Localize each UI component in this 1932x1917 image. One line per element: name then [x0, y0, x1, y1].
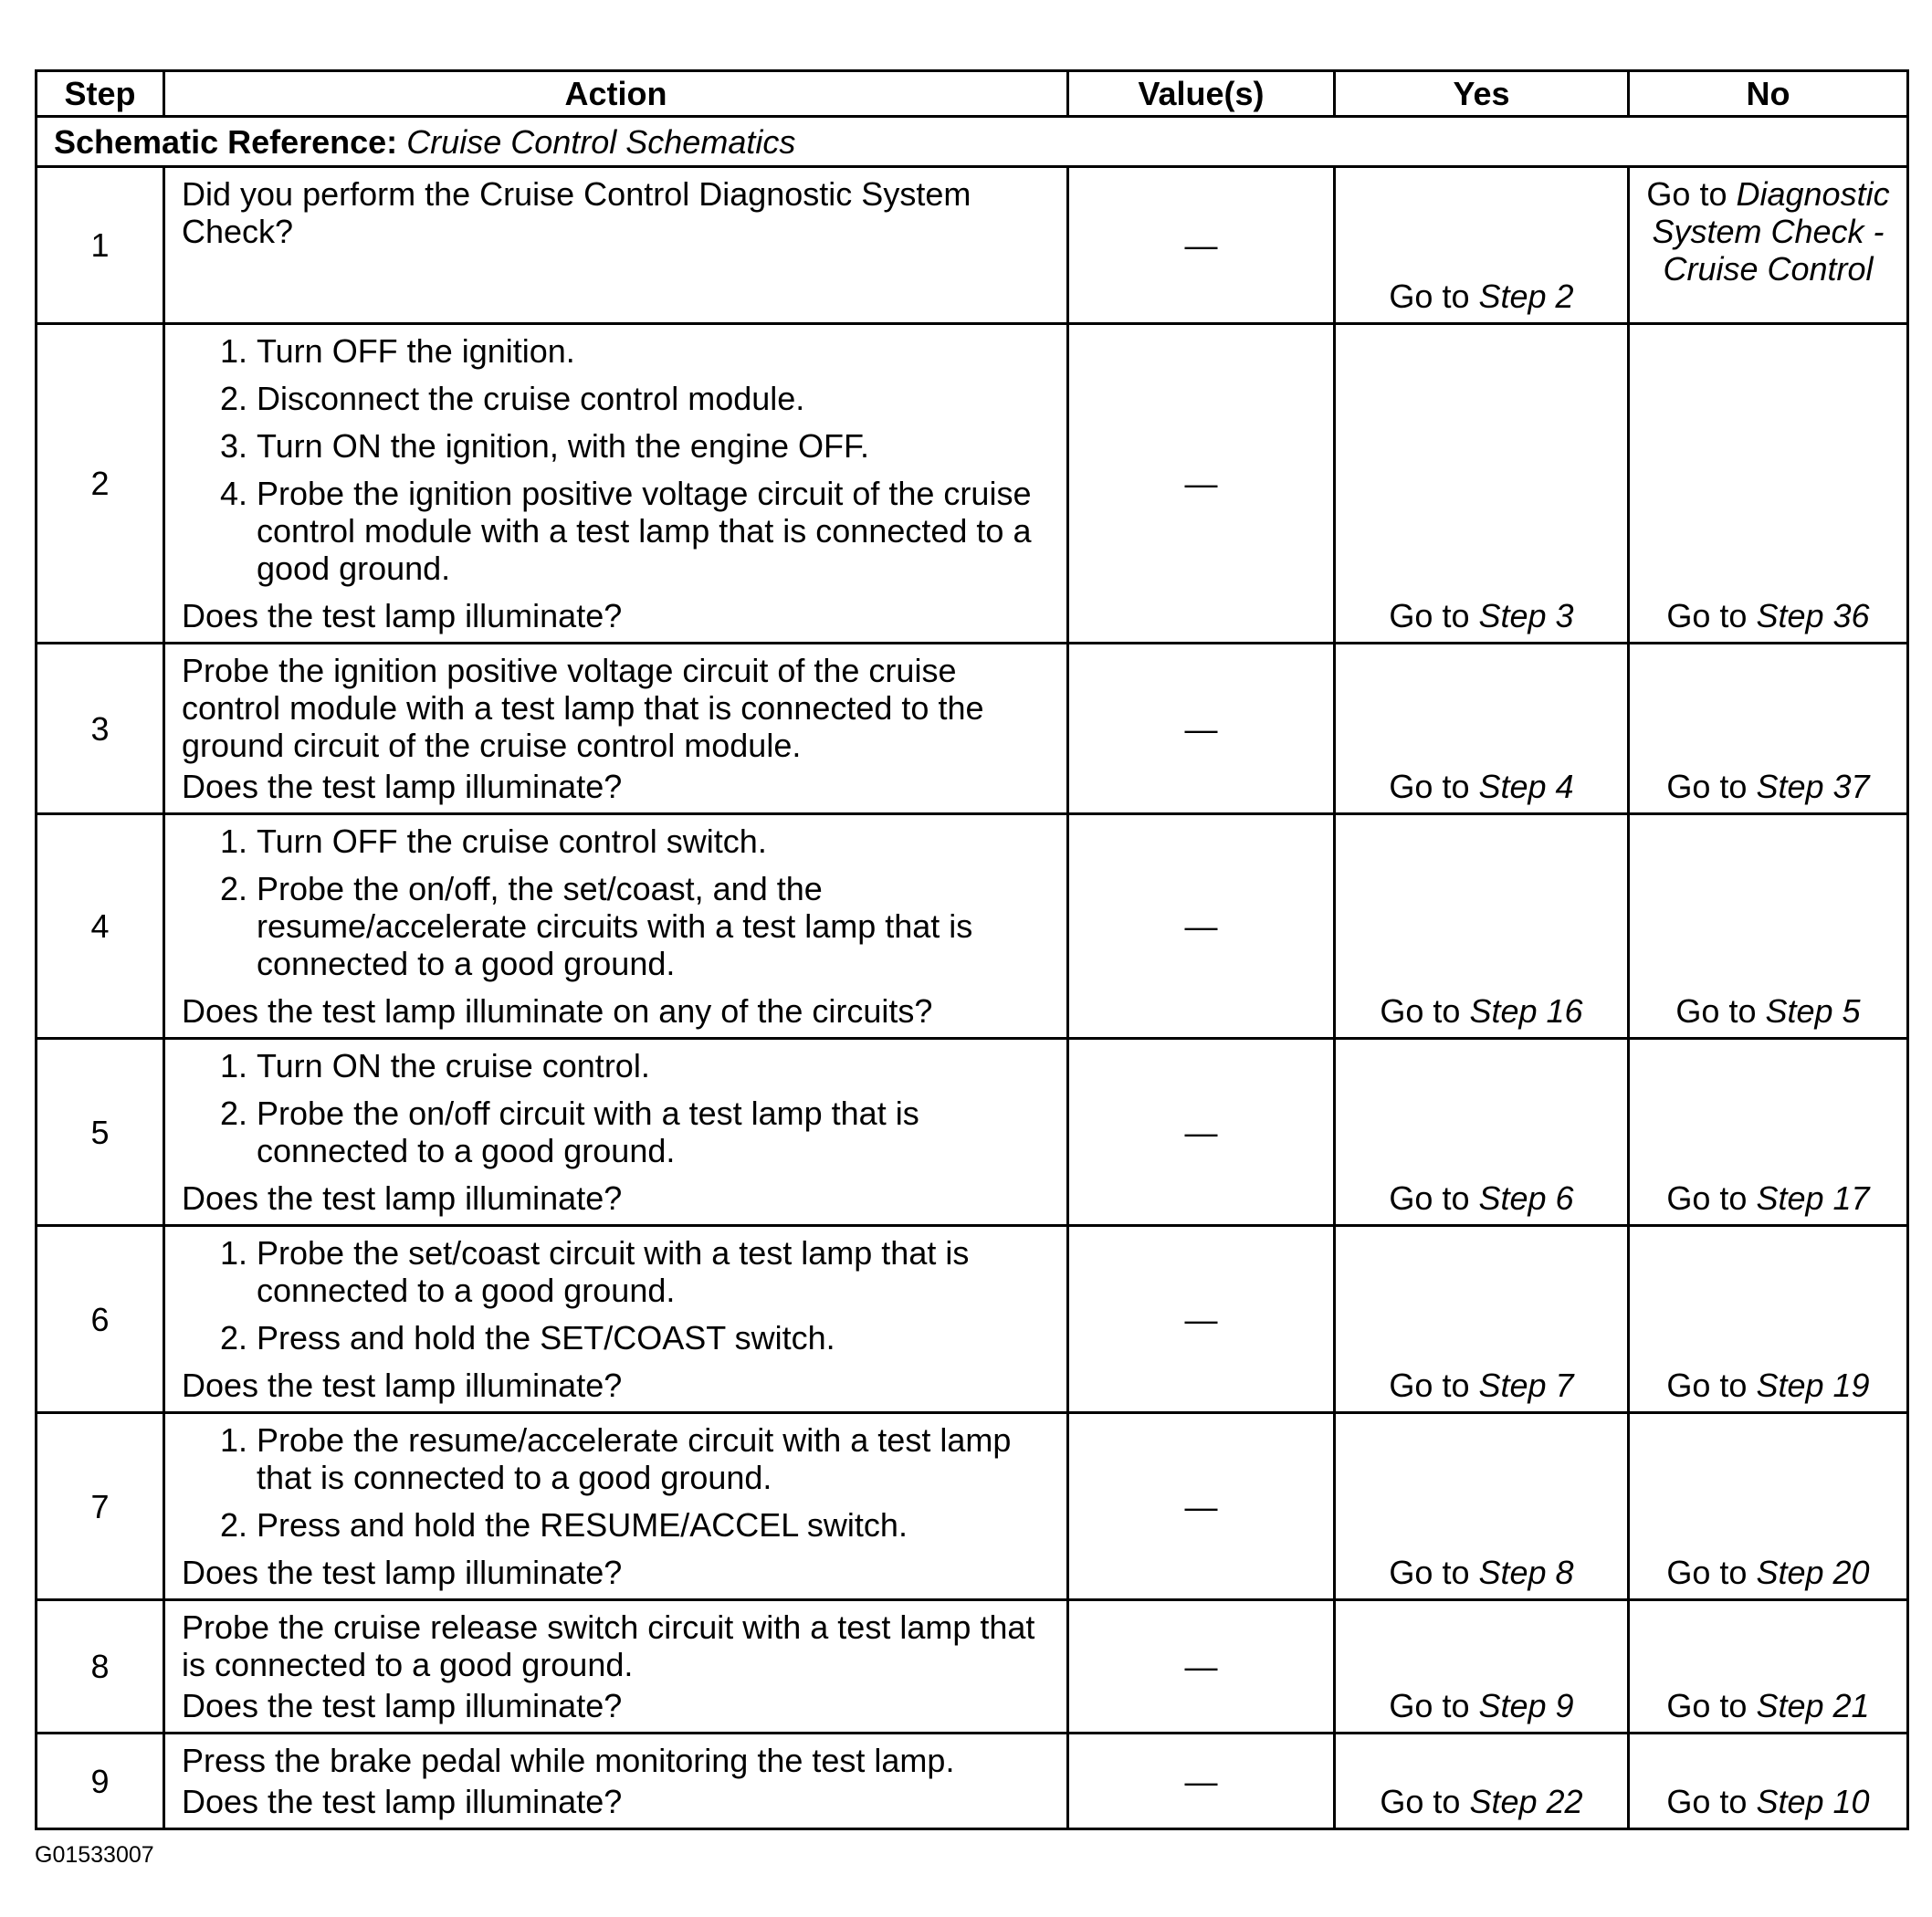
table-body	[37, 117, 1908, 1829]
yes-prefix: Go to	[1389, 278, 1479, 315]
value-cell: —	[1068, 167, 1335, 324]
action-cell	[164, 814, 1068, 1039]
table-row	[37, 644, 1908, 814]
yes-prefix: Go to	[1389, 597, 1479, 634]
yes-cell	[1335, 1413, 1629, 1600]
header-action: Action	[164, 71, 1068, 117]
table-row	[37, 1734, 1908, 1829]
no-prefix: Go to	[1666, 597, 1757, 634]
value-cell: —	[1068, 1226, 1335, 1413]
header-row	[37, 71, 1908, 117]
action-cell	[164, 167, 1068, 324]
no-step-link[interactable]: Step 37	[1756, 768, 1870, 805]
table-row	[37, 324, 1908, 644]
step-number: 1	[37, 167, 164, 324]
value-cell: —	[1068, 644, 1335, 814]
diagnostic-table	[35, 69, 1909, 1830]
value-cell: —	[1068, 324, 1335, 644]
yes-step-link[interactable]: Step 6	[1478, 1179, 1574, 1217]
schematic-reference	[37, 117, 1908, 167]
action-step-number: 1.	[219, 1047, 247, 1084]
action-step-text: Probe the on/off circuit with a test lamp that is connected to a good ground.	[257, 1095, 919, 1169]
action-step-text: Probe the resume/accelerate circuit with a test lamp that is connected to a good ground.	[257, 1421, 1012, 1496]
no-step-link[interactable]: Step 17	[1756, 1179, 1870, 1217]
step-number: 7	[37, 1413, 164, 1600]
yes-cell	[1335, 644, 1629, 814]
action-step-text: Press and hold the SET/COAST switch.	[257, 1319, 835, 1357]
no-step-link[interactable]: Step 36	[1756, 597, 1870, 634]
action-step-text: Probe the ignition positive voltage circuit of the cruise control module with a test lamp that is connected to a good ground.	[257, 475, 1032, 587]
action-steps-list	[182, 1047, 1055, 1169]
yes-prefix: Go to	[1389, 1554, 1479, 1591]
yes-cell	[1335, 1226, 1629, 1413]
action-step-text: Probe the on/off, the set/coast, and the resume/accelerate circuits with a test lamp that is connected to a good ground.	[257, 870, 973, 982]
step-number: 3	[37, 644, 164, 814]
action-step-item	[182, 380, 1055, 417]
yes-prefix: Go to	[1389, 1179, 1479, 1217]
no-step-link[interactable]: Step 21	[1756, 1687, 1870, 1724]
yes-prefix: Go to	[1389, 1687, 1479, 1724]
action-question: Does the test lamp illuminate?	[182, 1554, 623, 1591]
no-prefix: Go to	[1666, 768, 1757, 805]
action-step-number: 1.	[219, 1234, 247, 1272]
action-step-text: Probe the set/coast circuit with a test lamp that is connected to a good ground.	[257, 1234, 970, 1309]
action-intro: Press the brake pedal while monitoring the test lamp.	[182, 1742, 955, 1779]
no-step-link[interactable]: Diagnostic System Check - Cruise Control	[1652, 175, 1890, 288]
no-step-link[interactable]: Step 5	[1765, 992, 1861, 1030]
no-step-link[interactable]: Step 10	[1756, 1783, 1870, 1820]
table-row	[37, 814, 1908, 1039]
yes-prefix: Go to	[1389, 1367, 1479, 1404]
action-step-number: 1.	[219, 822, 247, 860]
no-cell	[1629, 1413, 1908, 1600]
no-step-link[interactable]: Step 20	[1756, 1554, 1870, 1591]
header-values: Value(s)	[1068, 71, 1335, 117]
action-intro: Probe the ignition positive voltage circuit of the cruise control module with a test lamp that is connected to the ground circuit of the cruise control module.	[182, 652, 984, 764]
action-step-item	[182, 822, 1055, 860]
header-yes: Yes	[1335, 71, 1629, 117]
table-row	[37, 1039, 1908, 1226]
action-question: Does the test lamp illuminate on any of the circuits?	[182, 992, 933, 1030]
yes-step-link[interactable]: Step 3	[1478, 597, 1574, 634]
yes-cell	[1335, 1600, 1629, 1734]
yes-cell	[1335, 1039, 1629, 1226]
yes-step-link[interactable]: Step 7	[1478, 1367, 1574, 1404]
action-cell	[164, 1226, 1068, 1413]
no-prefix: Go to	[1666, 1687, 1757, 1724]
yes-cell	[1335, 324, 1629, 644]
action-step-number: 1.	[219, 1421, 247, 1459]
action-intro: Did you perform the Cruise Control Diagnostic System Check?	[182, 175, 971, 250]
table-row	[37, 1226, 1908, 1413]
action-steps-list	[182, 822, 1055, 982]
action-step-number: 2.	[219, 1319, 247, 1357]
action-question: Does the test lamp illuminate?	[182, 1367, 623, 1404]
action-step-number: 3.	[219, 427, 247, 465]
action-cell	[164, 644, 1068, 814]
action-cell	[164, 1413, 1068, 1600]
action-step-item	[182, 1506, 1055, 1544]
yes-cell	[1335, 167, 1629, 324]
action-step-number: 2.	[219, 1095, 247, 1132]
yes-step-link[interactable]: Step 2	[1478, 278, 1574, 315]
action-step-item	[182, 427, 1055, 465]
step-number: 4	[37, 814, 164, 1039]
action-step-item	[182, 1234, 1055, 1309]
step-number: 9	[37, 1734, 164, 1829]
action-cell	[164, 1734, 1068, 1829]
schematic-reference-label: Schematic Reference:	[54, 122, 398, 161]
action-step-item	[182, 1319, 1055, 1357]
yes-step-link[interactable]: Step 16	[1469, 992, 1583, 1030]
action-question: Does the test lamp illuminate?	[182, 1687, 623, 1724]
header-no: No	[1629, 71, 1908, 117]
step-number: 6	[37, 1226, 164, 1413]
no-prefix: Go to	[1666, 1783, 1757, 1820]
action-step-item	[182, 1421, 1055, 1496]
action-step-number: 2.	[219, 870, 247, 907]
value-cell: —	[1068, 1413, 1335, 1600]
no-cell	[1629, 167, 1908, 324]
action-step-text: Turn OFF the ignition.	[257, 332, 575, 370]
action-step-text: Turn ON the cruise control.	[257, 1047, 650, 1084]
step-number: 2	[37, 324, 164, 644]
yes-step-link[interactable]: Step 9	[1478, 1687, 1574, 1724]
no-prefix: Go to	[1675, 992, 1766, 1030]
yes-cell	[1335, 1734, 1629, 1829]
action-step-number: 2.	[219, 1506, 247, 1544]
schematic-reference-link[interactable]: Cruise Control Schematics	[406, 122, 796, 161]
action-question: Does the test lamp illuminate?	[182, 1783, 623, 1820]
no-step-link[interactable]: Step 19	[1756, 1367, 1870, 1404]
yes-cell	[1335, 814, 1629, 1039]
action-step-text: Disconnect the cruise control module.	[257, 380, 805, 417]
value-cell: —	[1068, 1734, 1335, 1829]
action-cell	[164, 1600, 1068, 1734]
action-question: Does the test lamp illuminate?	[182, 1179, 623, 1217]
no-cell	[1629, 324, 1908, 644]
action-step-item	[182, 1047, 1055, 1084]
table-row	[37, 1413, 1908, 1600]
action-step-item	[182, 475, 1055, 587]
yes-step-link[interactable]: Step 8	[1478, 1554, 1574, 1591]
action-steps-list	[182, 1421, 1055, 1544]
action-steps-list	[182, 332, 1055, 587]
yes-step-link[interactable]: Step 22	[1469, 1783, 1583, 1820]
action-intro: Probe the cruise release switch circuit with a test lamp that is connected to a good ground.	[182, 1608, 1035, 1683]
action-step-item	[182, 1095, 1055, 1169]
no-cell	[1629, 1600, 1908, 1734]
yes-prefix: Go to	[1380, 992, 1470, 1030]
value-cell: —	[1068, 1600, 1335, 1734]
action-step-number: 1.	[219, 332, 247, 370]
step-number: 8	[37, 1600, 164, 1734]
action-step-item	[182, 332, 1055, 370]
action-cell	[164, 324, 1068, 644]
figure-id: G01533007	[35, 1842, 154, 1868]
yes-prefix: Go to	[1389, 768, 1479, 805]
action-cell	[164, 1039, 1068, 1226]
no-cell	[1629, 1039, 1908, 1226]
schematic-reference-row	[37, 117, 1908, 167]
header-step: Step	[37, 71, 164, 117]
yes-step-link[interactable]: Step 4	[1478, 768, 1574, 805]
no-prefix: Go to	[1666, 1554, 1757, 1591]
table-row	[37, 167, 1908, 324]
no-cell	[1629, 814, 1908, 1039]
no-cell	[1629, 1226, 1908, 1413]
action-step-item	[182, 870, 1055, 982]
no-cell	[1629, 1734, 1908, 1829]
table-row	[37, 1600, 1908, 1734]
action-steps-list	[182, 1234, 1055, 1357]
value-cell: —	[1068, 814, 1335, 1039]
no-prefix: Go to	[1666, 1179, 1757, 1217]
value-cell: —	[1068, 1039, 1335, 1226]
action-step-text: Turn OFF the cruise control switch.	[257, 822, 767, 860]
action-step-text: Press and hold the RESUME/ACCEL switch.	[257, 1506, 908, 1544]
action-question: Does the test lamp illuminate?	[182, 597, 623, 634]
no-prefix: Go to	[1666, 1367, 1757, 1404]
no-prefix: Go to	[1646, 175, 1737, 213]
action-step-number: 2.	[219, 380, 247, 417]
action-step-text: Turn ON the ignition, with the engine OFF.	[257, 427, 869, 465]
action-step-number: 4.	[219, 475, 247, 512]
action-question: Does the test lamp illuminate?	[182, 768, 623, 805]
yes-prefix: Go to	[1380, 1783, 1470, 1820]
no-cell	[1629, 644, 1908, 814]
step-number: 5	[37, 1039, 164, 1226]
